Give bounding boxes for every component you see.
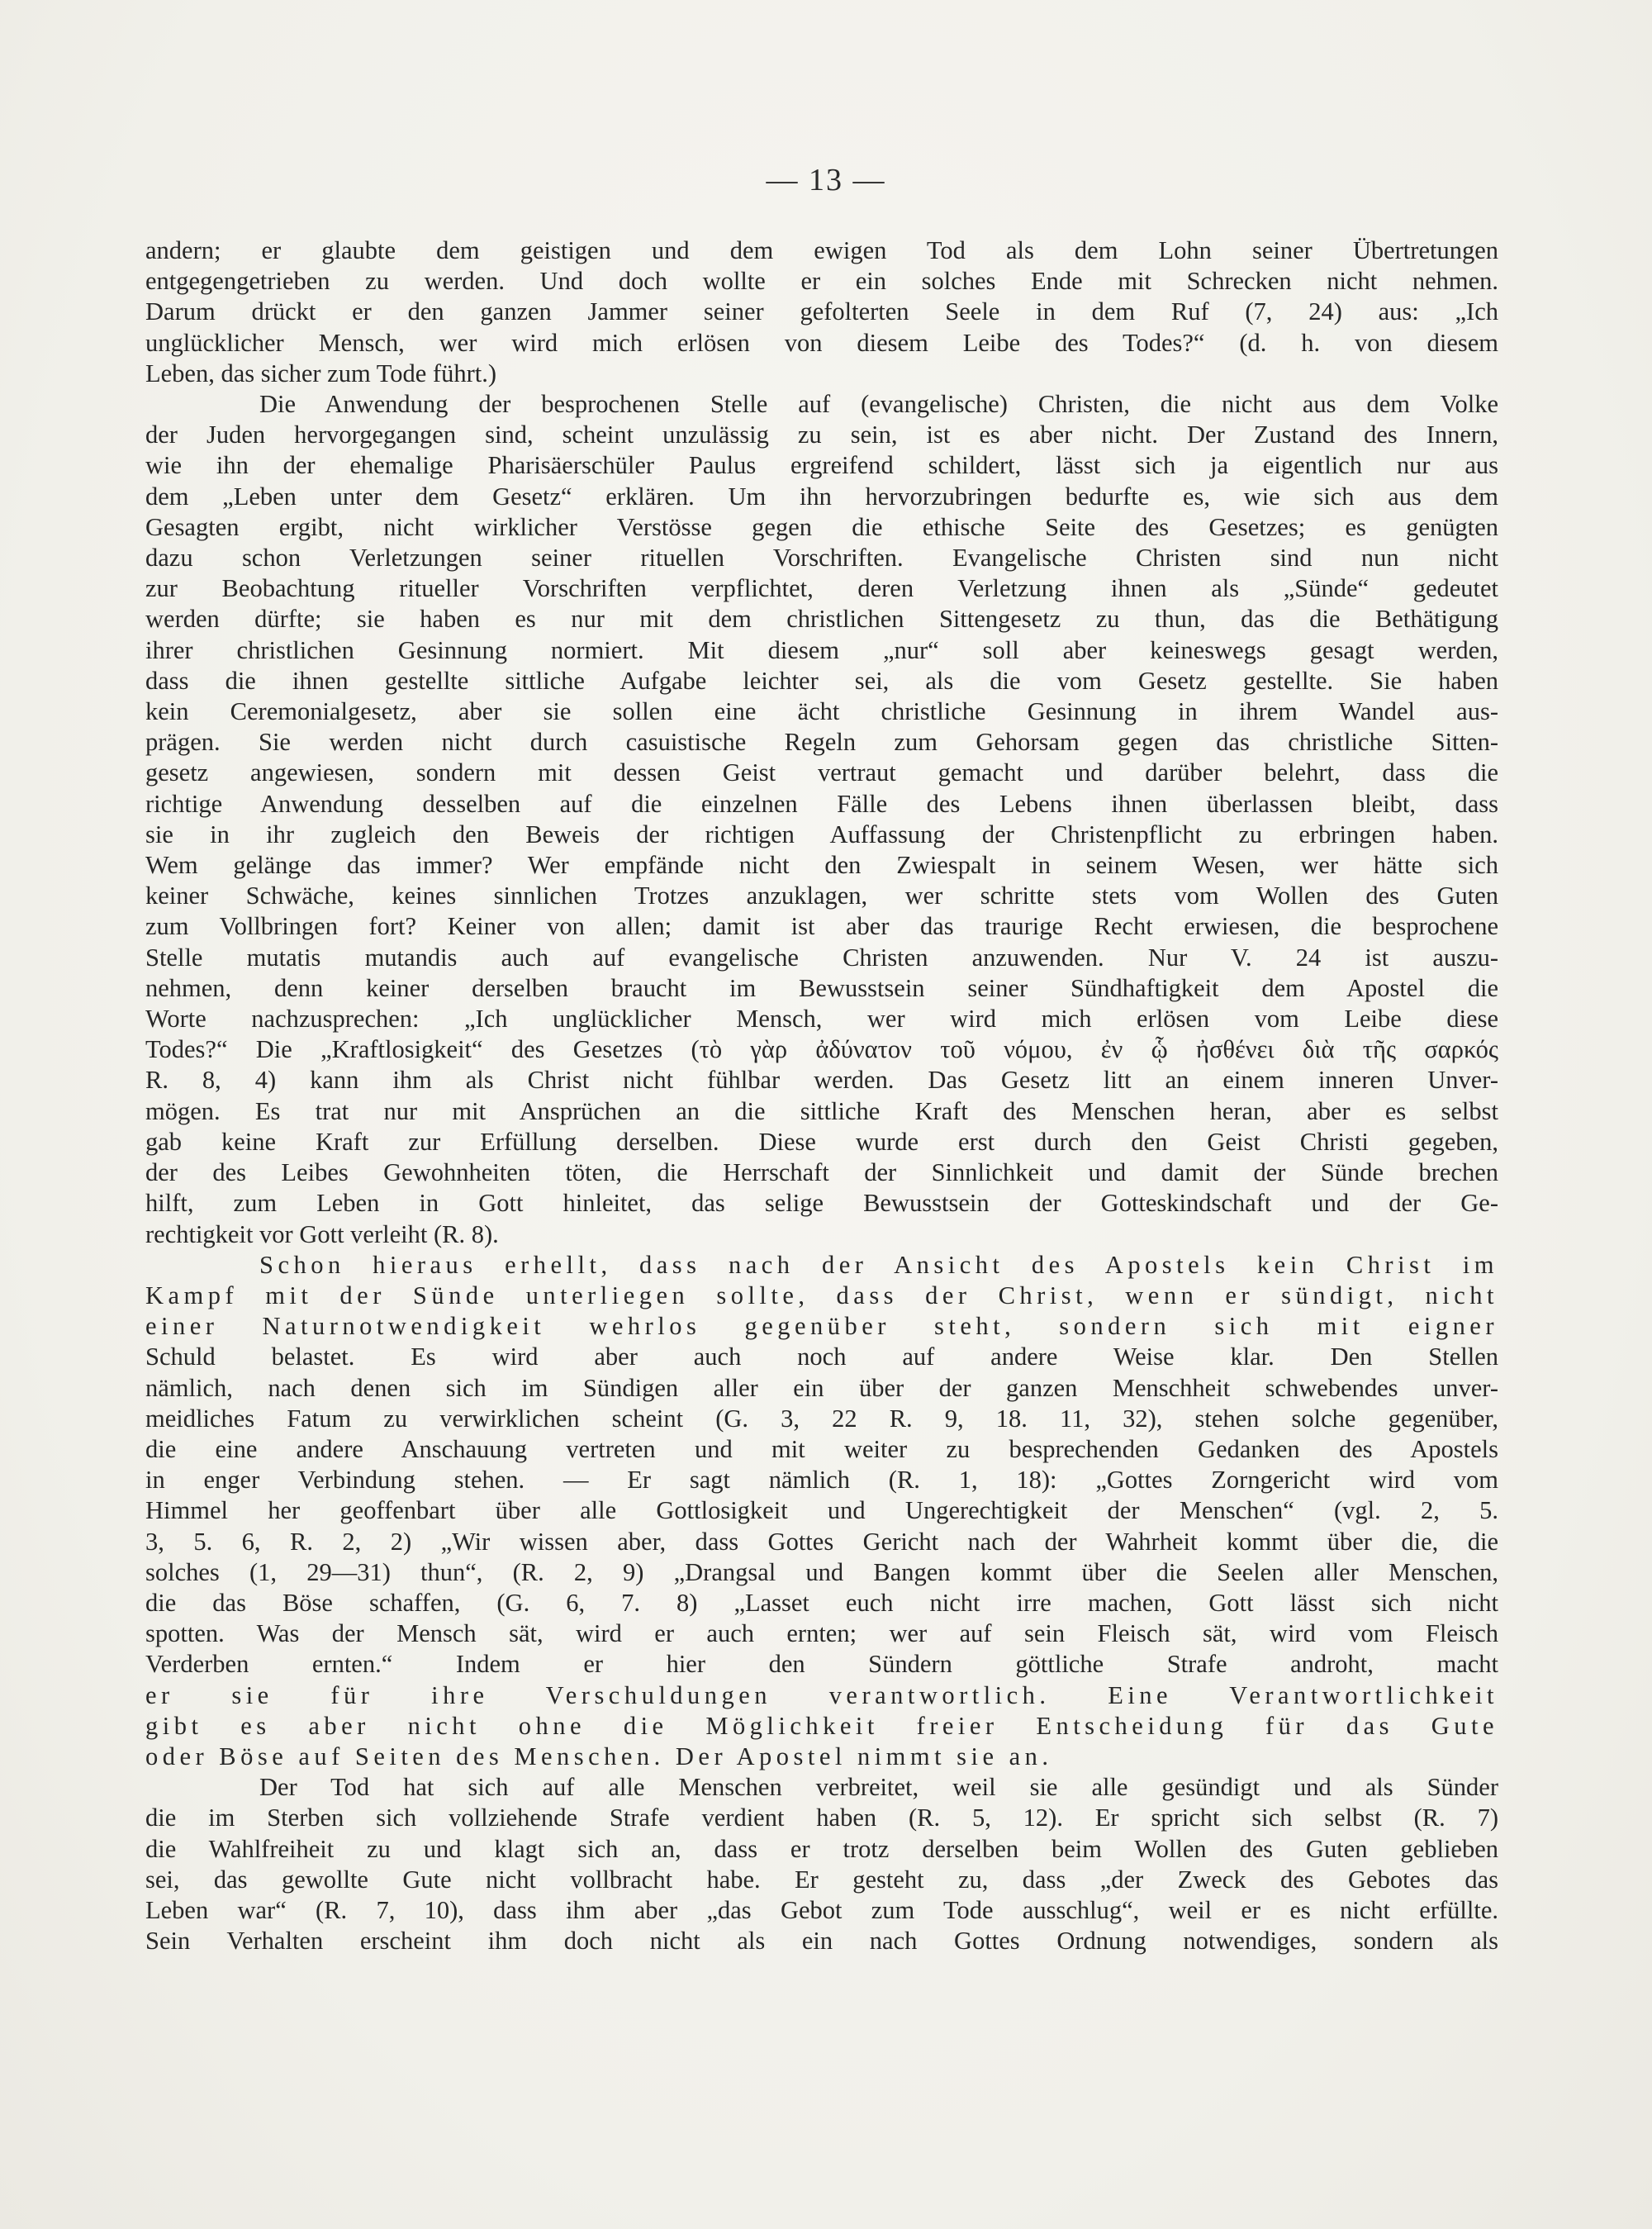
text-line: nehmen, denn keiner derselben braucht im Bewusstsein seiner Sündhaftigkeit dem Apostel die xyxy=(145,973,1498,1002)
text-line: Schon hieraus erhellt, dass nach der Ansicht des Apostels kein Christ im xyxy=(259,1250,1498,1279)
text-line: solches (1, 29—31) thun“, (R. 2, 9) „Drangsal und Bangen kommt über die Seelen aller Menschen, xyxy=(145,1557,1498,1586)
text-line: dem „Leben unter dem Gesetz“ erklären. Um ihn hervorzubringen bedurfte es, wie sich aus dem xyxy=(145,482,1498,511)
text-line: Stelle mutatis mutandis auch auf evangelische Christen anzuwenden. Nur V. 24 ist auszu- xyxy=(145,943,1498,972)
text-line: Leben, das sicher zum Tode führt.) xyxy=(145,359,497,387)
text-line: unglücklicher Mensch, wer wird mich erlösen von diesem Leibe des Todes?“ (d. h. von diesem xyxy=(145,328,1498,357)
text-line: in enger Verbindung stehen. — Er sagt nämlich (R. 1, 18): „Gottes Zorngericht wird vom xyxy=(145,1466,1498,1495)
text-line: dazu schon Verletzungen seiner rituellen Vorschriften. Evangelische Christen sind nun nicht xyxy=(145,544,1498,573)
page-number: — 13 — xyxy=(766,163,886,197)
text-line: spotten. Was der Mensch sät, wird er auch ernten; wer auf sein Fleisch sät, wird vom Fleisch xyxy=(145,1619,1498,1648)
text-line: prägen. Sie werden nicht durch casuistische Regeln zum Gehorsam gegen das christliche Sitten- xyxy=(145,728,1498,757)
text-line: entgegengetrieben zu werden. Und doch wollte er ein solches Ende mit Schrecken nicht nehmen. xyxy=(145,267,1498,296)
text-line: sie in ihr zugleich den Beweis der richtigen Auffassung der Christenpflicht zu erbringen haben. xyxy=(145,820,1498,848)
text-line: kein Ceremonialgesetz, aber sie sollen eine ächt christliche Gesinnung in ihrem Wandel aus- xyxy=(145,697,1498,726)
text-line: die im Sterben sich vollziehende Strafe verdient haben (R. 5, 12). Er spricht sich selbst (R. 7) xyxy=(145,1804,1498,1832)
text-line: er sie für ihre Verschuldungen verantwortlich. Eine Verantwortlichkeit xyxy=(145,1680,1498,1709)
text-line: einer Naturnotwendigkeit wehrlos gegenüber steht, sondern sich mit eigner xyxy=(145,1312,1498,1341)
text-line: Die Anwendung der besprochenen Stelle auf (evangelische) Christen, die nicht aus dem Volke xyxy=(259,390,1498,419)
text-line: ihrer christlichen Gesinnung normiert. Mit diesem „nur“ soll aber keineswegs gesagt werden, xyxy=(145,635,1498,664)
text-line: Kampf mit der Sünde unterliegen sollte, dass der Christ, wenn er sündigt, nicht xyxy=(145,1281,1498,1309)
text-line: zur Beobachtung ritueller Vorschriften verpflichtet, deren Verletzung ihnen als „Sünde“ gedeutet xyxy=(145,574,1498,603)
text-line: Worte nachzusprechen: „Ich unglücklicher Mensch, wer wird mich erlösen vom Leibe diese xyxy=(145,1005,1498,1034)
text-line: zum Vollbringen fort? Keiner von allen; damit ist aber das traurige Recht erwiesen, die besprochene xyxy=(145,912,1498,941)
text-line: die Wahlfreiheit zu und klagt sich an, dass er trotz derselben beim Wollen des Guten geblieben xyxy=(145,1834,1498,1863)
text-line: mögen. Es trat nur mit Ansprüchen an die sittliche Kraft des Menschen heran, aber es selbst xyxy=(145,1096,1498,1125)
text-line: Verderben ernten.“ Indem er hier den Sündern göttliche Strafe androht, macht xyxy=(145,1650,1498,1679)
text-line: Schuld belastet. Es wird aber auch noch auf andere Weise klar. Den Stellen xyxy=(145,1343,1498,1371)
text-line: Darum drückt er den ganzen Jammer seiner gefolterten Seele in dem Ruf (7, 24) aus: „Ich xyxy=(145,297,1498,326)
text-line: wie ihn der ehemalige Pharisäerschüler Paulus ergreifend schildert, lässt sich ja eigentlich nur aus xyxy=(145,451,1498,480)
text-line: dass die ihnen gestellte sittliche Aufgabe leichter sei, als die vom Gesetz gestellte. Sie haben xyxy=(145,666,1498,695)
text-line: keiner Schwäche, keines sinnlichen Trotzes anzuklagen, wer schritte stets vom Wollen des Guten xyxy=(145,882,1498,910)
text-line: der des Leibes Gewohnheiten töten, die Herrschaft der Sinnlichkeit und damit der Sünde brechen xyxy=(145,1158,1498,1187)
text-line: Sein Verhalten erscheint ihm doch nicht als ein nach Gottes Ordnung notwendiges, sondern als xyxy=(145,1927,1498,1956)
text-line: rechtigkeit vor Gott verleiht (R. 8). xyxy=(145,1219,499,1248)
text-line: Wem gelänge das immer? Wer empfände nicht den Zwiespalt in seinem Wesen, wer hätte sich xyxy=(145,851,1498,880)
text-line: Gesagten ergibt, nicht wirklicher Verstösse gegen die ethische Seite des Gesetzes; es genügten xyxy=(145,512,1498,541)
text-line: hilft, zum Leben in Gott hinleitet, das selige Bewusstsein der Gotteskindschaft und der Ge- xyxy=(145,1189,1498,1218)
text-line: werden dürfte; sie haben es nur mit dem christlichen Sittengesetz zu thun, das die Bethätigung xyxy=(145,605,1498,634)
text-line: Leben war“ (R. 7, 10), dass ihm aber „das Gebot zum Tode ausschlug“, weil er es nicht erfüllte. xyxy=(145,1895,1498,1924)
text-line: andern; er glaubte dem geistigen und dem ewigen Tod als dem Lohn seiner Übertretungen xyxy=(145,236,1498,264)
text-line: R. 8, 4) kann ihm als Christ nicht fühlbar werden. Das Gesetz litt an einem inneren Unver- xyxy=(145,1066,1498,1095)
text-line: oder Böse auf Seiten des Menschen. Der Apostel nimmt sie an. xyxy=(145,1742,1053,1770)
text-line: gab keine Kraft zur Erfüllung derselben. Diese wurde erst durch den Geist Christi gegeben, xyxy=(145,1127,1498,1156)
text-line: 3, 5. 6, R. 2, 2) „Wir wissen aber, dass Gottes Gericht nach der Wahrheit kommt über die, die xyxy=(145,1527,1498,1556)
text-line: die das Böse schaffen, (G. 6, 7. 8) „Lasset euch nicht irre machen, Gott lässt sich nicht xyxy=(145,1588,1498,1617)
text-line: die eine andere Anschauung vertreten und mit weiter zu besprechenden Gedanken des Apostels xyxy=(145,1434,1498,1463)
text-line: der Juden hervorgegangen sind, scheint unzulässig zu sein, ist es aber nicht. Der Zustand des Innern, xyxy=(145,421,1498,449)
text-line: Der Tod hat sich auf alle Menschen verbreitet, weil sie alle gesündigt und als Sünder xyxy=(259,1773,1498,1802)
text-line: gesetz angewiesen, sondern mit dessen Geist vertraut gemacht und darüber belehrt, dass die xyxy=(145,758,1498,787)
body-text xyxy=(145,235,1498,1956)
text-line: gibt es aber nicht ohne die Möglichkeit freier Entscheidung für das Gute xyxy=(145,1711,1498,1740)
text-line: meidliches Fatum zu verwirklichen scheint (G. 3, 22 R. 9, 18. 11, 32), stehen solche gegenüber, xyxy=(145,1404,1498,1433)
text-line: sei, das gewollte Gute nicht vollbracht habe. Er gesteht zu, dass „der Zweck des Gebotes das xyxy=(145,1865,1498,1894)
text-line: Himmel her geoffenbart über alle Gottlosigkeit und Ungerechtigkeit der Menschen“ (vgl. 2, 5. xyxy=(145,1496,1498,1525)
text-line: Todes?“ Die „Kraftlosigkeit“ des Gesetzes (τὸ γὰρ ἀδύνατον τοῦ νόμου, ἐν ᾧ ἠσθένει διὰ τῆς σαρκός xyxy=(145,1035,1498,1064)
text-line: richtige Anwendung desselben auf die einzelnen Fälle des Lebens ihnen überlassen bleibt, dass xyxy=(145,789,1498,818)
text-line: nämlich, nach denen sich im Sündigen aller ein über der ganzen Menschheit schwebendes unver- xyxy=(145,1373,1498,1402)
